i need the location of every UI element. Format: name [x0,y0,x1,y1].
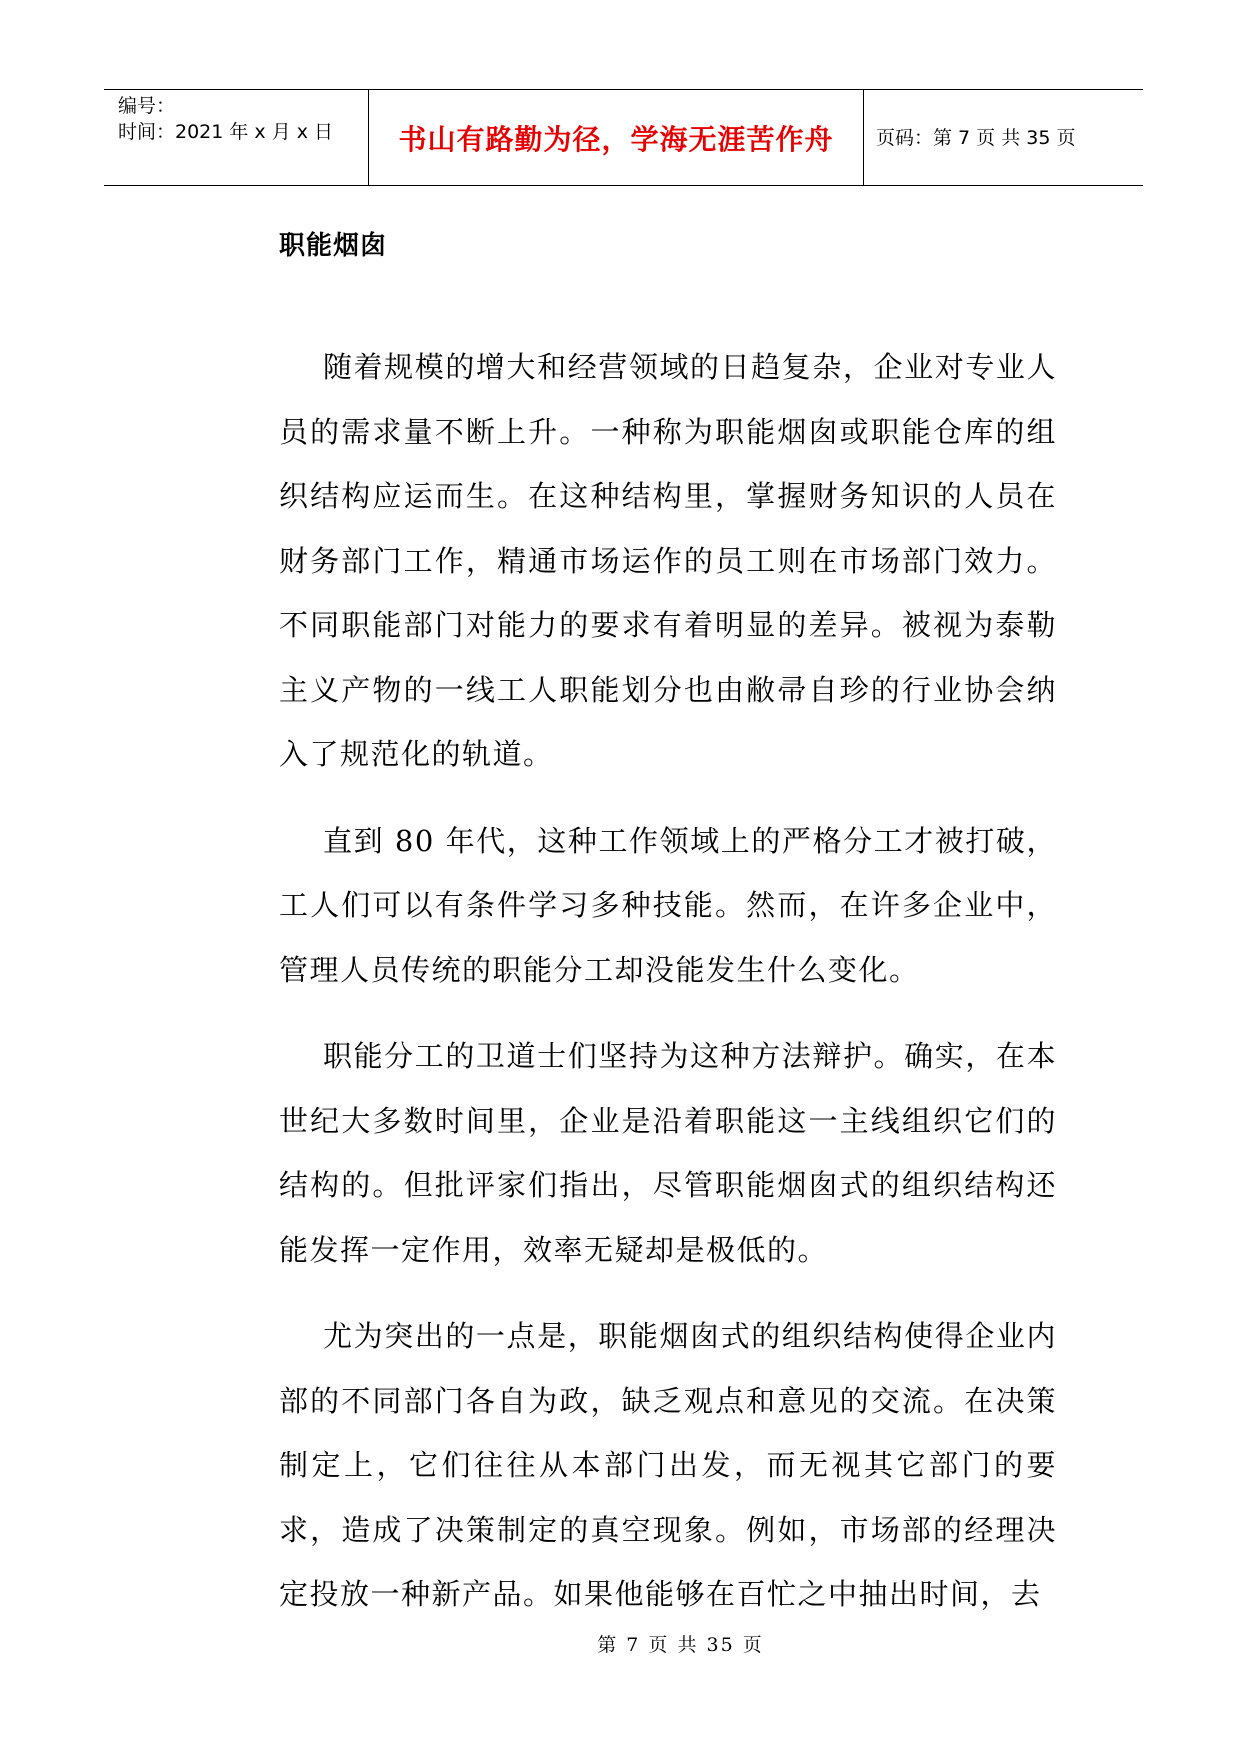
paragraph: 直到 80 年代，这种工作领域上的严格分工才被打破，工人们可以有条件学习多种技能。然而，在许多企业中，管理人员传统的职能分工却没能发生什么变化。 [279,823,1057,987]
header-meta [104,90,368,185]
time-line: 时间：2021 年 x 月 x 日 [118,121,334,143]
paragraph: 随着规模的增大和经营领域的日趋复杂，企业对专业人员的需求量不断上升。一种称为职能烟囱或职能仓库的组织结构应运而生。在这种结构里，掌握财务知识的人员在财务部门工作，精通市场运作的员工则在市场部门效力。不同职能部门对能力的要求有着明显的差异。被视为泰勒主义产物的一线工人职能划分也由敝帚自珍的行业协会纳入了规范化的轨道。 [279,350,1057,771]
page-info: 页码：第 7 页 共 35 页 [876,126,1076,149]
motto: 书山有路勤为径，学海无涯苦作舟 [398,122,834,156]
paragraph: 职能分工的卫道士们坚持为这种方法辩护。确实，在本世纪大多数时间里，企业是沿着职能这一主线组织它们的结构的。但批评家们指出，尽管职能烟囱式的组织结构还能发挥一定作用，效率无疑却是极低的。 [279,1039,1057,1267]
body-text [279,335,1057,1649]
paragraph: 尤为突出的一点是，职能烟囱式的组织结构使得企业内部的不同部门各自为政，缺乏观点和意见的交流。在决策制定上，它们往往从本部门出发，而无视其它部门的要求，造成了决策制定的真空现象。例如，市场部的经理决定投放一种新产品。如果他能够在百忙之中抽出时间，去 [279,1319,1057,1611]
section-title: 职能烟囱 [279,231,388,261]
header-motto-cell [368,90,864,185]
serial-number-label: 编号： [118,95,176,117]
footer-page-number: 第 7 页 共 35 页 [597,1634,764,1656]
page-footer [0,1630,1241,1657]
page-header [104,89,1143,186]
header-page-cell [864,90,1143,185]
